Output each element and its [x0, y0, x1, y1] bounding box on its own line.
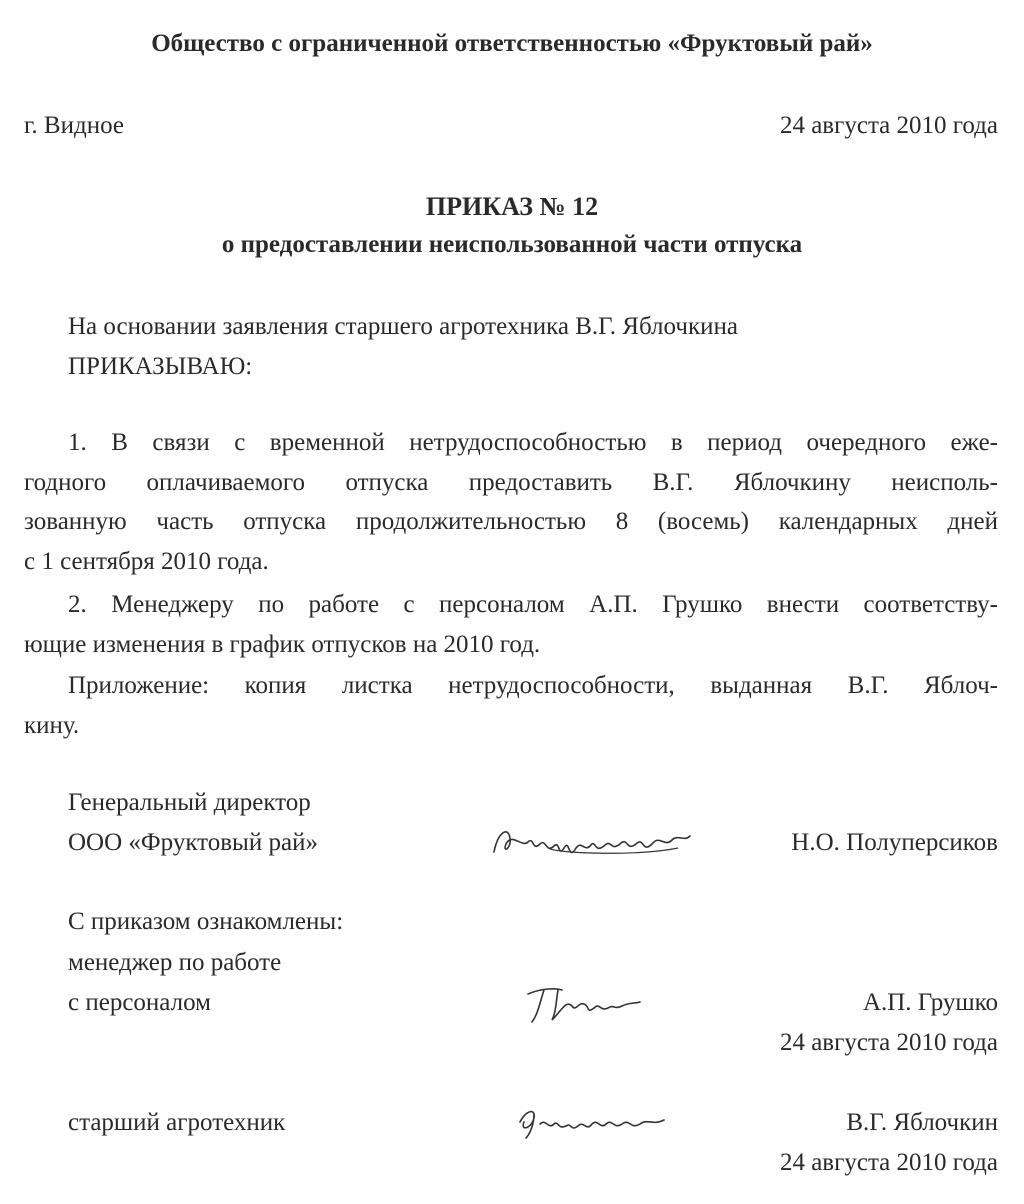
order-basis: На основании заявления старшего агротехника В.Г. Яблочкина: [68, 313, 738, 340]
director-signature: [488, 818, 698, 868]
director-company: ООО «Фруктовый рай»: [68, 829, 318, 856]
person2-name: В.Г. Яблочкин: [846, 1109, 998, 1136]
person2-signature: [512, 1100, 672, 1144]
person1-date: 24 августа 2010 года: [779, 1029, 998, 1056]
person2-date: 24 августа 2010 года: [779, 1149, 998, 1176]
attachment-line: кину.: [24, 711, 80, 739]
person1-position-continued: с персоналом: [68, 989, 211, 1016]
order-item-2-line: 2. Менеджеру по работе с персоналом А.П. Грушко внести соответству-: [68, 591, 998, 618]
order-item-1-line: зованную часть отпуска продолжительностью 8 (восемь) календарных дней: [24, 508, 998, 535]
order-title: ПРИКАЗ № 12: [425, 192, 599, 221]
order-item-1-line: годного оплачиваемого отпуска предоставить В.Г. Яблочкину неисполь-: [24, 468, 998, 496]
director-name: Н.О. Полуперсиков: [791, 829, 998, 856]
organization-name: Общество с ограниченной ответственностью «Фруктовый рай»: [151, 30, 873, 57]
order-item-1-line: с 1 сентября 2010 года.: [24, 547, 269, 575]
order-item-1-line: 1. В связи с временной нетрудоспособностью в период очередного еже-: [68, 429, 998, 456]
acknowledgement-heading: С приказом ознакомлены:: [68, 908, 344, 935]
document-date: 24 августа 2010 года: [779, 112, 998, 139]
attachment-line: Приложение: копия листка нетрудоспособности, выданная В.Г. Яблоч-: [68, 672, 998, 699]
person1-signature: [522, 980, 652, 1030]
order-directive-word: ПРИКАЗЫВАЮ:: [68, 353, 253, 380]
person2-position: старший агротехник: [68, 1109, 286, 1136]
person1-name: А.П. Грушко: [862, 989, 998, 1016]
order-item-1: [24, 423, 998, 581]
city: г. Видное: [24, 112, 124, 139]
order-item-2-line: ющие изменения в график отпусков на 2010 год.: [24, 630, 541, 658]
order-item-2: [24, 585, 998, 664]
order-subtitle: о предоставлении неиспользованной части отпуска: [221, 231, 803, 258]
attachment-note: [24, 666, 998, 745]
director-position: Генеральный директор: [68, 789, 311, 816]
person1-position: менеджер по работе: [68, 949, 282, 976]
